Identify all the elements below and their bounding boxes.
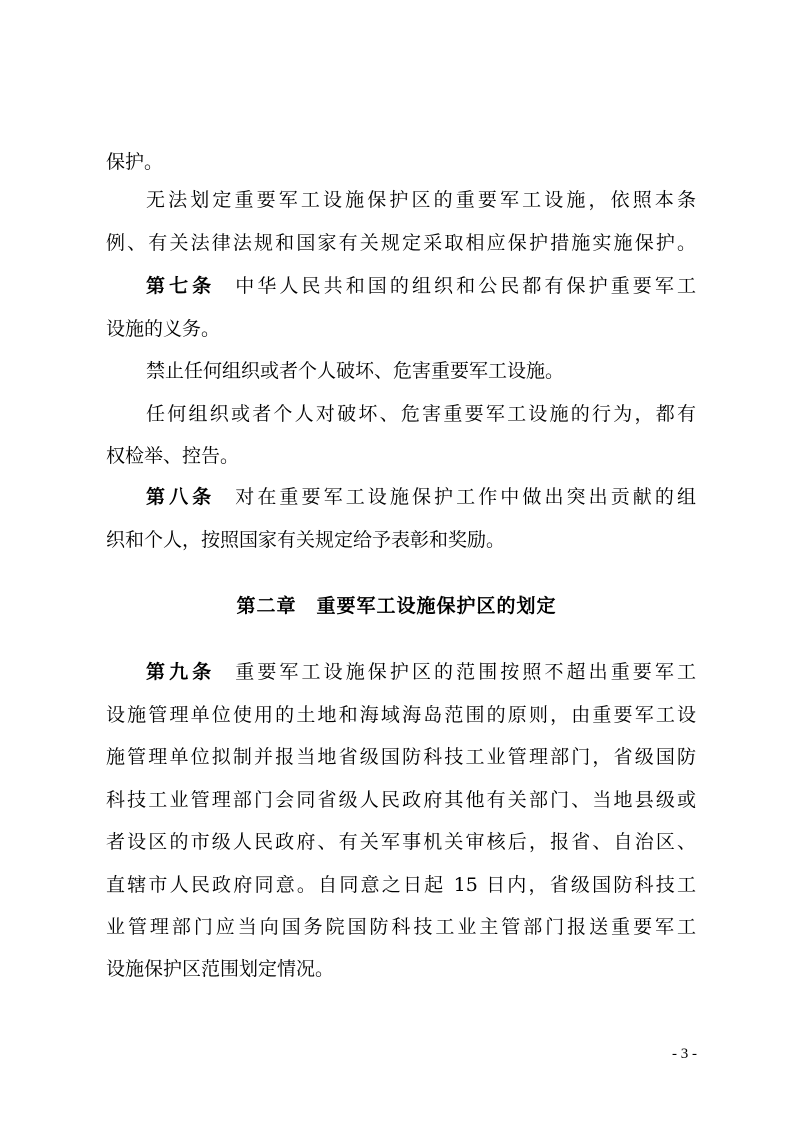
- paragraph-line: 设施管理单位使用的土地和海域海岛范围的原则，由重要军工设: [106, 704, 696, 726]
- paragraph-line: 设施的义务。: [106, 318, 221, 340]
- article-9-label: 第九条: [146, 661, 216, 683]
- paragraph-line: 任何组织或者个人对破坏、危害重要军工设施的行为，都有: [146, 403, 696, 425]
- chapter-heading: 第二章 重要军工设施保护区的划定: [236, 595, 557, 617]
- page-number: - 3 -: [672, 1046, 697, 1062]
- paragraph-line: 禁止任何组织或者个人破坏、危害重要军工设施。: [146, 360, 565, 382]
- paragraph-line: 例、有关法律法规和国家有关规定采取相应保护措施实施保护。: [106, 232, 696, 254]
- paragraph-line: 科技工业管理部门会同省级人民政府其他有关部门、当地县级或: [106, 789, 696, 811]
- paragraph-line: 业管理部门应当向国务院国防科技工业主管部门报送重要军工: [106, 916, 696, 938]
- article-7-label: 第七条: [146, 275, 216, 297]
- paragraph-line: 权检举、控告。: [106, 445, 240, 467]
- paragraph-line: 织和个人，按照国家有关规定给予表彰和奖励。: [106, 529, 506, 551]
- article-9-text: 重要军工设施保护区的范围按照不超出重要军工: [235, 661, 696, 683]
- paragraph-line: 无法划定重要军工设施保护区的重要军工设施，依照本条: [146, 189, 696, 211]
- article-8-label: 第八条: [146, 486, 216, 508]
- paragraph-line: 者设区的市级人民政府、有关军事机关审核后，报省、自治区、: [106, 831, 696, 853]
- article-7-text: 中华人民共和国的组织和公民都有保护重要军工: [235, 275, 696, 297]
- paragraph-line: 设施保护区范围划定情况。: [106, 958, 335, 980]
- paragraph-line: 保护。: [106, 151, 164, 173]
- paragraph-line: 直辖市人民政府同意。自同意之日起 15 日内，省级国防科技工: [106, 874, 696, 896]
- article-7-first-line: [146, 274, 696, 298]
- article-8-first-line: [146, 485, 696, 509]
- paragraph-line: 施管理单位拟制并报当地省级国防科技工业管理部门，省级国防: [106, 746, 696, 768]
- article-9-first-line: [146, 660, 696, 684]
- article-8-text: 对在重要军工设施保护工作中做出突出贡献的组: [235, 486, 696, 508]
